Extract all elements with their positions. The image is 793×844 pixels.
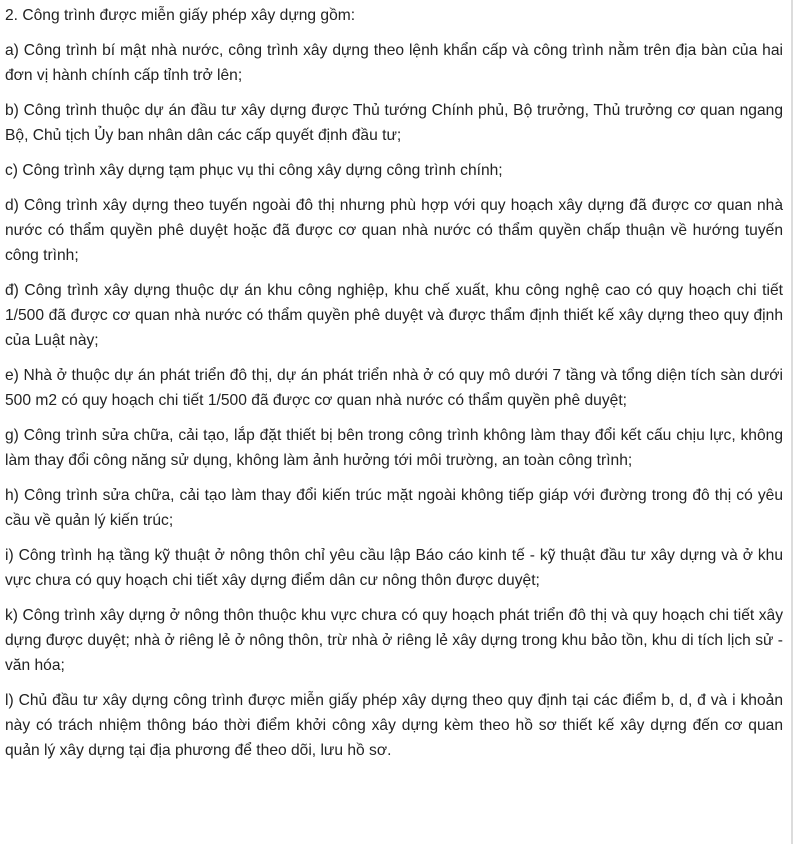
list-item-d: d) Công trình xây dựng theo tuyến ngoài đô thị nhưng phù hợp với quy hoạch xây dựng đã được cơ quan nhà nước có thẩm quyền phê duyệt hoặc đã được cơ quan nhà nước có thẩm quyền chấp thuận về hướng tuyến công trình;: [5, 197, 783, 264]
list-item-k: k) Công trình xây dựng ở nông thôn thuộc khu vực chưa có quy hoạch phát triển đô thị và quy hoạch chi tiết xây dựng được duyệt; nhà ở riêng lẻ ở nông thôn, trừ nhà ở riêng lẻ xây dựng trong khu bảo tồn, khu di tích lịch sử - văn hóa;: [5, 607, 783, 674]
document-body: [5, 3, 783, 773]
list-item-i: i) Công trình hạ tầng kỹ thuật ở nông thôn chỉ yêu cầu lập Báo cáo kinh tế - kỹ thuật đầu tư xây dựng và ở khu vực chưa có quy hoạch chi tiết xây dựng điểm dân cư nông thôn được duyệt;: [5, 547, 783, 589]
list-item-l: l) Chủ đầu tư xây dựng công trình được miễn giấy phép xây dựng theo quy định tại các điểm b, d, đ và i khoản này có trách nhiệm thông báo thời điểm khởi công xây dựng kèm theo hồ sơ thiết kế xây dựng đến cơ quan quản lý xây dựng tại địa phương để theo dõi, lưu hồ sơ.: [5, 692, 783, 759]
list-item-h: h) Công trình sửa chữa, cải tạo làm thay đổi kiến trúc mặt ngoài không tiếp giáp với đường trong đô thị có yêu cầu về quản lý kiến trúc;: [5, 487, 783, 529]
section-heading: 2. Công trình được miễn giấy phép xây dựng gồm:: [5, 7, 356, 24]
list-item-g: g) Công trình sửa chữa, cải tạo, lắp đặt thiết bị bên trong công trình không làm thay đổi kết cấu chịu lực, không làm thay đổi công năng sử dụng, không làm ảnh hưởng tới môi trường, an toàn công trình;: [5, 427, 783, 469]
list-item-dd: đ) Công trình xây dựng thuộc dự án khu công nghiệp, khu chế xuất, khu công nghệ cao có quy hoạch chi tiết 1/500 đã được cơ quan nhà nước có thẩm quyền phê duyệt và được thẩm định thiết kế xây dựng theo quy định của Luật này;: [5, 282, 783, 349]
list-item-b: b) Công trình thuộc dự án đầu tư xây dựng được Thủ tướng Chính phủ, Bộ trưởng, Thủ trưởng cơ quan ngang Bộ, Chủ tịch Ủy ban nhân dân các cấp quyết định đầu tư;: [5, 102, 783, 144]
list-item-a: a) Công trình bí mật nhà nước, công trình xây dựng theo lệnh khẩn cấp và công trình nằm trên địa bàn của hai đơn vị hành chính cấp tỉnh trở lên;: [5, 42, 783, 84]
list-item-c: c) Công trình xây dựng tạm phục vụ thi công xây dựng công trình chính;: [5, 162, 503, 179]
list-item-e: e) Nhà ở thuộc dự án phát triển đô thị, dự án phát triển nhà ở có quy mô dưới 7 tầng và tổng diện tích sàn dưới 500 m2 có quy hoạch chi tiết 1/500 đã được cơ quan nhà nước có thẩm quyền phê duyệt;: [5, 367, 783, 409]
